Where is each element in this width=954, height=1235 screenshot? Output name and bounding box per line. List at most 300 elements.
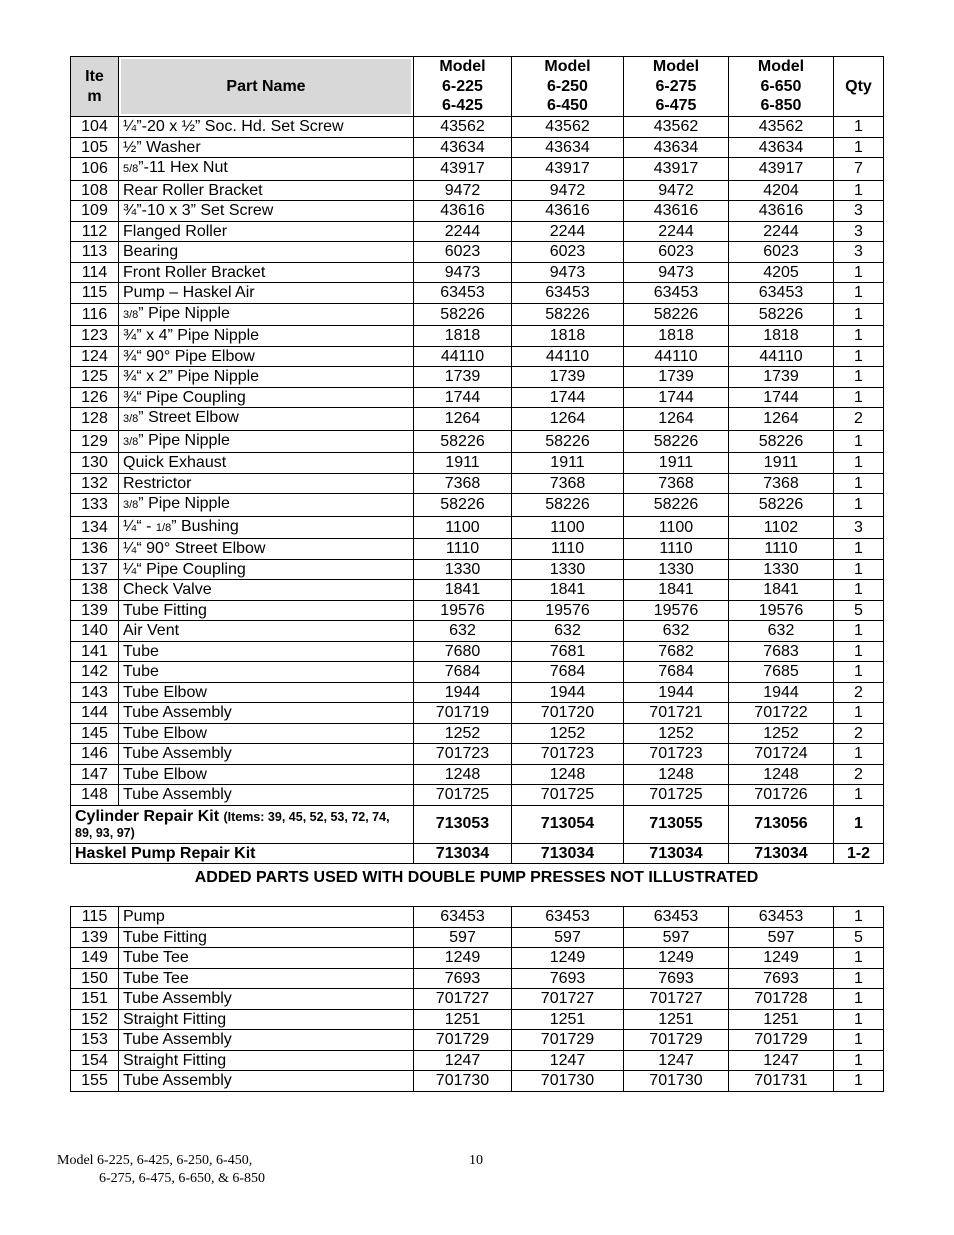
item-number-cell: 113 [71,242,119,263]
cylinder-kit-items: (Items: 39, 45, 52, 53, 72, 74, 89, 93, 97) [75,809,390,840]
model-1-part-cell: 2244 [414,221,512,242]
item-number-cell: 124 [71,346,119,367]
model-1-part-cell: 632 [414,621,512,642]
qty-cell: 1 [834,346,884,367]
model-2-part-cell: 1744 [512,387,624,408]
item-number-cell: 133 [71,494,119,517]
model-3-part-cell: 1841 [624,580,729,601]
model-2-part-cell: 7681 [512,641,624,662]
model-3-part-cell: 9473 [624,262,729,283]
model-4-part-cell: 701728 [729,989,834,1010]
model-4-part-cell: 58226 [729,494,834,517]
table-row [71,1030,884,1051]
qty-cell: 1 [834,1009,884,1030]
table-row [71,907,884,928]
part-name-cell: 5/8”-11 Hex Nut [119,158,414,181]
part-name-cell: Check Valve [119,580,414,601]
part-name-cell: Front Roller Bracket [119,262,414,283]
table-row [71,473,884,494]
model-2-part-cell: 1818 [512,326,624,347]
item-number-cell: 142 [71,662,119,683]
part-name-cell: Tube Assembly [119,1030,414,1051]
model-4-part-cell: 63453 [729,283,834,304]
model-4-part-cell: 4204 [729,180,834,201]
model-2-part-cell: 1110 [512,539,624,560]
model-4-part-cell: 43634 [729,137,834,158]
part-name-cell: Tube Tee [119,948,414,969]
item-number-cell: 115 [71,283,119,304]
haskel-kit-qty: 1-2 [834,843,884,864]
item-number-cell: 136 [71,539,119,560]
part-name-cell: ¼“ Pipe Coupling [119,559,414,580]
model-3-part-cell: 1739 [624,367,729,388]
model-1-part-cell: 1100 [414,516,512,539]
model-4-part-cell: 1248 [729,764,834,785]
qty-cell: 3 [834,516,884,539]
cylinder-kit-model-3: 713055 [624,805,729,843]
cylinder-kit-model-4: 713056 [729,805,834,843]
fraction-text: 5/8 [123,163,139,175]
table-row [71,494,884,517]
model-3-part-cell: 701721 [624,703,729,724]
section-heading: ADDED PARTS USED WITH DOUBLE PUMP PRESSES NOT ILLUSTRATED [194,869,759,886]
table-row [71,453,884,474]
model-4-part-cell: 1739 [729,367,834,388]
part-name-cell: Restrictor [119,473,414,494]
item-number-cell: 116 [71,303,119,326]
item-number-cell: 152 [71,1009,119,1030]
table-row [71,600,884,621]
part-name-cell: Air Vent [119,621,414,642]
part-name-cell: ¾“ Pipe Coupling [119,387,414,408]
qty-cell: 1 [834,539,884,560]
model-4-part-cell: 1911 [729,453,834,474]
model-1-part-cell: 1911 [414,453,512,474]
model-6-225-column-header: Model 6-225 6-425 [414,57,512,117]
model-2-part-cell: 9472 [512,180,624,201]
part-name-cell: Pump [119,907,414,928]
part-name-cell: Tube Tee [119,968,414,989]
model-1-part-cell: 7693 [414,968,512,989]
model-2-part-cell: 701723 [512,744,624,765]
item-number-cell: 149 [71,948,119,969]
model-1-part-cell: 1739 [414,367,512,388]
model-2-part-cell: 7684 [512,662,624,683]
table-row [71,927,884,948]
model-4-part-cell: 1102 [729,516,834,539]
qty-cell: 1 [834,430,884,453]
model-3-part-cell: 7368 [624,473,729,494]
model-2-part-cell: 43917 [512,158,624,181]
part-name-cell: Tube Assembly [119,1071,414,1092]
table-row [71,621,884,642]
model-3-part-cell: 1944 [624,682,729,703]
qty-cell: 1 [834,1030,884,1051]
qty-cell: 2 [834,408,884,431]
model-6-250-column-header: Model 6-250 6-450 [512,57,624,117]
part-name-cell: Rear Roller Bracket [119,180,414,201]
qty-cell: 1 [834,641,884,662]
item-number-cell: 139 [71,927,119,948]
model-1-part-cell: 701725 [414,785,512,806]
haskel-kit-model-1: 713034 [414,843,512,864]
table-row [71,1009,884,1030]
qty-cell: 3 [834,242,884,263]
table-row [71,785,884,806]
model-3-part-cell: 1110 [624,539,729,560]
model-2-part-cell: 43616 [512,201,624,222]
model-1-part-cell: 43562 [414,117,512,138]
part-name-column-header: Part Name [119,57,414,117]
model-2-part-cell: 1841 [512,580,624,601]
model-3-part-cell: 1248 [624,764,729,785]
model-1-part-cell: 701730 [414,1071,512,1092]
part-name-cell: ¼“ - 1/8” Bushing [119,516,414,539]
model-4-part-cell: 1110 [729,539,834,560]
model-3-part-cell: 701725 [624,785,729,806]
model-2-part-cell: 1100 [512,516,624,539]
cylinder-kit-model-2: 713054 [512,805,624,843]
model-2-part-cell: 701729 [512,1030,624,1051]
cylinder-kit-label: Cylinder Repair Kit (Items: 39, 45, 52, 53, 72, 74, 89, 93, 97) [71,805,414,843]
model-4-part-cell: 1744 [729,387,834,408]
part-name-cell: Straight Fitting [119,1050,414,1071]
table-row [71,262,884,283]
model-4-part-cell: 44110 [729,346,834,367]
model-4-part-cell: 7693 [729,968,834,989]
model-2-part-cell: 701725 [512,785,624,806]
item-number-cell: 130 [71,453,119,474]
haskel-kit-model-2: 713034 [512,843,624,864]
item-number-cell: 154 [71,1050,119,1071]
model-1-part-cell: 1252 [414,723,512,744]
qty-cell: 1 [834,283,884,304]
part-name-cell: Tube [119,662,414,683]
part-name-cell: Tube [119,641,414,662]
part-name-cell: Tube Fitting [119,600,414,621]
model-4-part-cell: 43616 [729,201,834,222]
qty-cell: 1 [834,137,884,158]
model-3-part-cell: 44110 [624,346,729,367]
fraction-text: 3/8 [123,435,139,448]
model-4-part-cell: 1247 [729,1050,834,1071]
model-4-part-cell: 1264 [729,408,834,431]
qty-cell: 1 [834,968,884,989]
item-number-cell: 132 [71,473,119,494]
page-number: 10 [469,1153,483,1168]
model-3-part-cell: 58226 [624,494,729,517]
item-number-cell: 143 [71,682,119,703]
item-number-cell: 134 [71,516,119,539]
model-2-part-cell: 43634 [512,137,624,158]
cylinder-kit-qty: 1 [834,805,884,843]
model-4-part-cell: 43917 [729,158,834,181]
table-row [71,242,884,263]
model-3-part-cell: 1100 [624,516,729,539]
table-row [71,137,884,158]
model-2-part-cell: 9473 [512,262,624,283]
qty-cell: 1 [834,303,884,326]
item-number-cell: 140 [71,621,119,642]
model-2-part-cell: 1252 [512,723,624,744]
haskel-pump-repair-kit-row [71,843,884,864]
part-name-cell: ¾”-10 x 3” Set Screw [119,201,414,222]
model-2-part-cell: 19576 [512,600,624,621]
model-1-part-cell: 6023 [414,242,512,263]
model-4-part-cell: 1944 [729,682,834,703]
model-2-part-cell: 58226 [512,303,624,326]
model-4-part-cell: 58226 [729,430,834,453]
model-1-part-cell: 1110 [414,539,512,560]
table-row [71,989,884,1010]
model-2-part-cell: 1264 [512,408,624,431]
model-4-part-cell: 7683 [729,641,834,662]
table-row [71,303,884,326]
part-name-cell: Tube Assembly [119,744,414,765]
qty-cell: 7 [834,158,884,181]
cylinder-kit-model-1: 713053 [414,805,512,843]
model-4-part-cell: 701729 [729,1030,834,1051]
model-2-part-cell: 2244 [512,221,624,242]
table-row [71,682,884,703]
item-number-cell: 105 [71,137,119,158]
table-row [71,158,884,181]
model-3-part-cell: 701729 [624,1030,729,1051]
model-3-part-cell: 19576 [624,600,729,621]
model-1-part-cell: 1251 [414,1009,512,1030]
table-row [71,1050,884,1071]
model-3-part-cell: 43562 [624,117,729,138]
qty-cell: 1 [834,1071,884,1092]
qty-cell: 1 [834,907,884,928]
table-row [71,641,884,662]
table-row [71,367,884,388]
part-name-cell: ¾“ x 2” Pipe Nipple [119,367,414,388]
model-2-part-cell: 7693 [512,968,624,989]
haskel-kit-model-4: 713034 [729,843,834,864]
footer-models-line-1: Model 6-225, 6-425, 6-250, 6-450, [57,1153,253,1168]
item-number-cell: 137 [71,559,119,580]
model-1-part-cell: 1330 [414,559,512,580]
table-row [71,662,884,683]
qty-cell: 1 [834,559,884,580]
model-2-part-cell: 1248 [512,764,624,785]
model-6-275-column-header: Model 6-275 6-475 [624,57,729,117]
model-4-part-cell: 1249 [729,948,834,969]
model-2-part-cell: 58226 [512,494,624,517]
model-1-part-cell: 1744 [414,387,512,408]
qty-cell: 3 [834,221,884,242]
model-4-part-cell: 63453 [729,907,834,928]
model-1-part-cell: 63453 [414,283,512,304]
item-number-cell: 155 [71,1071,119,1092]
model-3-part-cell: 7693 [624,968,729,989]
item-number-cell: 146 [71,744,119,765]
part-name-cell: Tube Elbow [119,723,414,744]
qty-cell: 1 [834,948,884,969]
model-4-part-cell: 4205 [729,262,834,283]
model-1-part-cell: 58226 [414,494,512,517]
model-2-part-cell: 58226 [512,430,624,453]
part-name-cell: 3/8” Pipe Nipple [119,430,414,453]
qty-cell: 1 [834,262,884,283]
model-3-part-cell: 63453 [624,283,729,304]
model-2-part-cell: 701720 [512,703,624,724]
model-2-part-cell: 1247 [512,1050,624,1071]
qty-cell: 1 [834,473,884,494]
model-3-part-cell: 1264 [624,408,729,431]
item-number-cell: 108 [71,180,119,201]
item-number-cell: 125 [71,367,119,388]
model-4-part-cell: 597 [729,927,834,948]
table-row [71,387,884,408]
model-4-part-cell: 2244 [729,221,834,242]
model-3-part-cell: 701730 [624,1071,729,1092]
table-row [71,580,884,601]
table-row [71,948,884,969]
model-2-part-cell: 44110 [512,346,624,367]
model-1-part-cell: 1944 [414,682,512,703]
qty-cell: 1 [834,494,884,517]
item-number-cell: 129 [71,430,119,453]
model-1-part-cell: 58226 [414,430,512,453]
qty-cell: 1 [834,180,884,201]
item-number-cell: 106 [71,158,119,181]
model-2-part-cell: 1251 [512,1009,624,1030]
part-name-cell: ½” Washer [119,137,414,158]
model-3-part-cell: 63453 [624,907,729,928]
part-name-cell: Tube Fitting [119,927,414,948]
qty-cell: 2 [834,723,884,744]
model-3-part-cell: 58226 [624,303,729,326]
model-1-part-cell: 7368 [414,473,512,494]
qty-cell: 1 [834,367,884,388]
model-2-part-cell: 1249 [512,948,624,969]
fraction-text: 3/8 [123,413,139,425]
model-2-part-cell: 701727 [512,989,624,1010]
model-2-part-cell: 1739 [512,367,624,388]
part-name-cell: 3/8” Pipe Nipple [119,494,414,517]
part-name-cell: Tube Elbow [119,682,414,703]
double-pump-parts-table [70,906,884,1092]
item-number-cell: 112 [71,221,119,242]
item-number-cell: 147 [71,764,119,785]
model-1-part-cell: 43634 [414,137,512,158]
model-1-part-cell: 701727 [414,989,512,1010]
part-name-cell: Pump – Haskel Air [119,283,414,304]
model-4-part-cell: 7685 [729,662,834,683]
model-1-part-cell: 9473 [414,262,512,283]
model-2-part-cell: 632 [512,621,624,642]
haskel-kit-label: Haskel Pump Repair Kit [71,843,414,864]
part-name-cell: ¾“ 90° Pipe Elbow [119,346,414,367]
table-row [71,1071,884,1092]
table-row [71,516,884,539]
model-3-part-cell: 1744 [624,387,729,408]
model-1-part-cell: 44110 [414,346,512,367]
model-1-part-cell: 1264 [414,408,512,431]
qty-cell: 1 [834,1050,884,1071]
item-number-cell: 109 [71,201,119,222]
part-name-cell: ¼“ 90° Street Elbow [119,539,414,560]
model-2-part-cell: 6023 [512,242,624,263]
model-1-part-cell: 43917 [414,158,512,181]
model-1-part-cell: 1247 [414,1050,512,1071]
fraction-text: 3/8 [123,499,139,511]
model-1-part-cell: 63453 [414,907,512,928]
part-name-cell: 3/8” Street Elbow [119,408,414,431]
qty-cell: 1 [834,117,884,138]
model-1-part-cell: 19576 [414,600,512,621]
item-number-cell: 115 [71,907,119,928]
model-4-part-cell: 1818 [729,326,834,347]
model-3-part-cell: 1251 [624,1009,729,1030]
model-2-part-cell: 1944 [512,682,624,703]
item-number-cell: 126 [71,387,119,408]
footer-models-line-2: 6-275, 6-475, 6-650, & 6-850 [99,1171,266,1186]
table-row [71,201,884,222]
fraction-text: 1/8 [155,521,172,534]
model-2-part-cell: 43562 [512,117,624,138]
model-1-part-cell: 58226 [414,303,512,326]
fraction-text: 3/8 [123,308,139,321]
qty-cell: 1 [834,703,884,724]
model-2-part-cell: 1330 [512,559,624,580]
model-1-part-cell: 1249 [414,948,512,969]
item-number-cell: 128 [71,408,119,431]
qty-cell: 1 [834,387,884,408]
part-name-cell: Tube Elbow [119,764,414,785]
table-row [71,430,884,453]
model-1-part-cell: 1818 [414,326,512,347]
model-2-part-cell: 701730 [512,1071,624,1092]
part-name-cell: Quick Exhaust [119,453,414,474]
model-2-part-cell: 63453 [512,907,624,928]
item-number-cell: 148 [71,785,119,806]
model-3-part-cell: 6023 [624,242,729,263]
qty-cell: 1 [834,621,884,642]
table-row [71,326,884,347]
model-4-part-cell: 701722 [729,703,834,724]
qty-cell: 1 [834,744,884,765]
cylinder-repair-kit-row [71,805,884,843]
model-3-part-cell: 632 [624,621,729,642]
item-number-cell: 151 [71,989,119,1010]
model-1-part-cell: 43616 [414,201,512,222]
model-4-part-cell: 1841 [729,580,834,601]
qty-cell: 2 [834,682,884,703]
model-3-part-cell: 597 [624,927,729,948]
model-4-part-cell: 1330 [729,559,834,580]
table-row [71,723,884,744]
part-name-cell: Straight Fitting [119,1009,414,1030]
table-row [71,117,884,138]
item-number-cell: 141 [71,641,119,662]
table-row [71,764,884,785]
part-name-cell: Tube Assembly [119,703,414,724]
model-3-part-cell: 1911 [624,453,729,474]
table-row [71,968,884,989]
model-1-part-cell: 1248 [414,764,512,785]
model-3-part-cell: 701727 [624,989,729,1010]
model-1-part-cell: 701723 [414,744,512,765]
model-1-part-cell: 9472 [414,180,512,201]
qty-cell: 1 [834,580,884,601]
model-3-part-cell: 1252 [624,723,729,744]
model-3-part-cell: 7682 [624,641,729,662]
model-1-part-cell: 7684 [414,662,512,683]
model-4-part-cell: 632 [729,621,834,642]
